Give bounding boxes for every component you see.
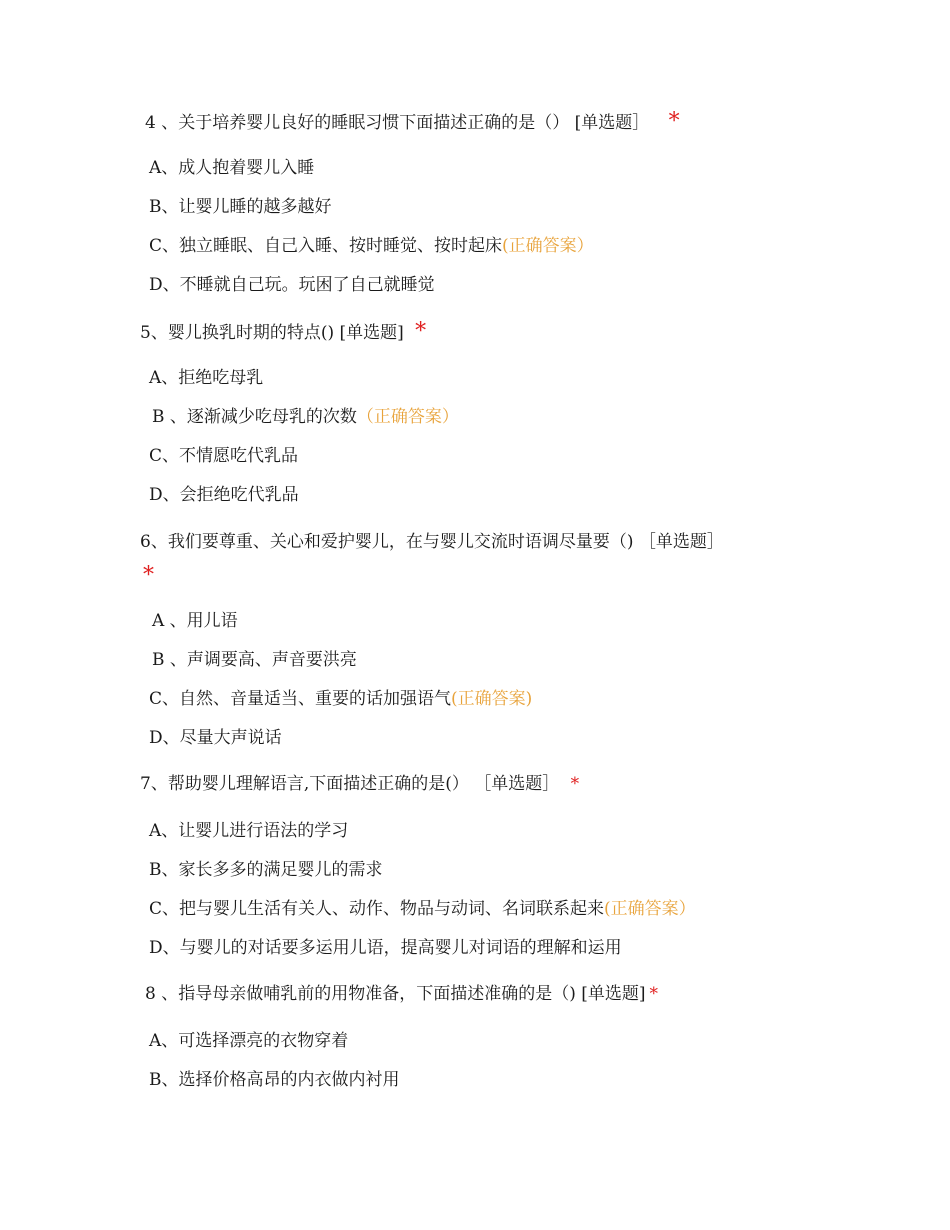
correct-answer-label: (正确答案) [451, 689, 533, 709]
option-text: B 、声调要高、声音要洪亮 [152, 650, 357, 670]
option-text: A、可选择漂亮的衣物穿着 [149, 1031, 349, 1051]
option-text: C、自然、音量适当、重要的话加强语气 [149, 689, 452, 709]
option-text: C、把与婴儿生活有关人、动作、物品与动词、名词联系起来 [149, 899, 605, 919]
question-7-option-d [149, 936, 622, 960]
option-text: B、让婴儿睡的越多越好 [149, 197, 332, 217]
question-4-option-d [149, 273, 435, 297]
option-text: A、让婴儿进行语法的学习 [149, 821, 349, 841]
option-text: D、会拒绝吃代乳品 [149, 485, 299, 505]
question-4-stem [145, 110, 680, 135]
correct-answer-label: (正确答案） [502, 236, 594, 256]
option-text: B、选择价格高昂的内衣做内衬用 [149, 1070, 400, 1090]
required-marker: * [415, 319, 427, 344]
question-7-option-a [149, 819, 348, 843]
question-7-option-b [149, 858, 383, 882]
question-7-stem [140, 772, 579, 796]
question-8-option-b [149, 1068, 400, 1092]
question-6-option-c [149, 687, 532, 711]
question-4-option-b [149, 195, 332, 219]
question-6-option-d [149, 726, 282, 750]
required-marker: * [570, 774, 580, 794]
required-marker: * [143, 563, 154, 588]
question-5-text: 5、婴儿换乳时期的特点() [单选题] [140, 323, 404, 343]
question-5-option-b [152, 405, 459, 429]
option-text: B 、逐渐减少吃母乳的次数 [152, 407, 357, 427]
option-text: A、成人抱着婴儿入睡 [149, 158, 315, 178]
correct-answer-label: (正确答案） [604, 899, 696, 919]
question-6-option-b [152, 648, 357, 672]
question-8-stem [145, 982, 658, 1006]
question-5-option-a [149, 366, 263, 390]
question-5-stem [140, 320, 426, 345]
option-text: C、不情愿吃代乳品 [149, 446, 299, 466]
question-4-text: 4 、关于培养婴儿良好的睡眠习惯下面描述正确的是（） [单选题］ [145, 113, 650, 133]
question-8-text: 8 、指导母亲做哺乳前的用物准备，下面描述准确的是（) [单选题] [145, 984, 646, 1004]
option-text: C、独立睡眠、自己入睡、按时睡觉、按时起床 [149, 236, 503, 256]
option-text: D、与婴儿的对话要多运用儿语，提高婴儿对词语的理解和运用 [149, 938, 622, 958]
option-text: A 、用儿语 [152, 611, 238, 631]
question-4-option-a [149, 156, 314, 180]
question-5-option-d [149, 483, 299, 507]
question-4-option-c [149, 234, 594, 258]
question-6-stem [140, 530, 724, 554]
correct-answer-label: （正确答案） [356, 407, 459, 427]
required-marker: * [668, 109, 680, 134]
question-6-option-a [152, 609, 238, 633]
option-text: B、家长多多的满足婴儿的需求 [149, 860, 383, 880]
option-text: D、尽量大声说话 [149, 728, 282, 748]
question-7-option-c [149, 897, 696, 921]
option-text: D、不睡就自己玩。玩困了自己就睡觉 [149, 275, 435, 295]
question-8-option-a [149, 1029, 348, 1053]
option-text: A、拒绝吃母乳 [149, 368, 264, 388]
question-6-text: 6、我们要尊重、关心和爱护婴儿，在与婴儿交流时语调尽量要（) ［单选题］ [140, 532, 724, 552]
question-5-option-c [149, 444, 298, 468]
question-7-text: 7、帮助婴儿理解语言,下面描述正确的是(） ［单选题］ [140, 774, 560, 794]
required-marker: * [649, 984, 659, 1004]
